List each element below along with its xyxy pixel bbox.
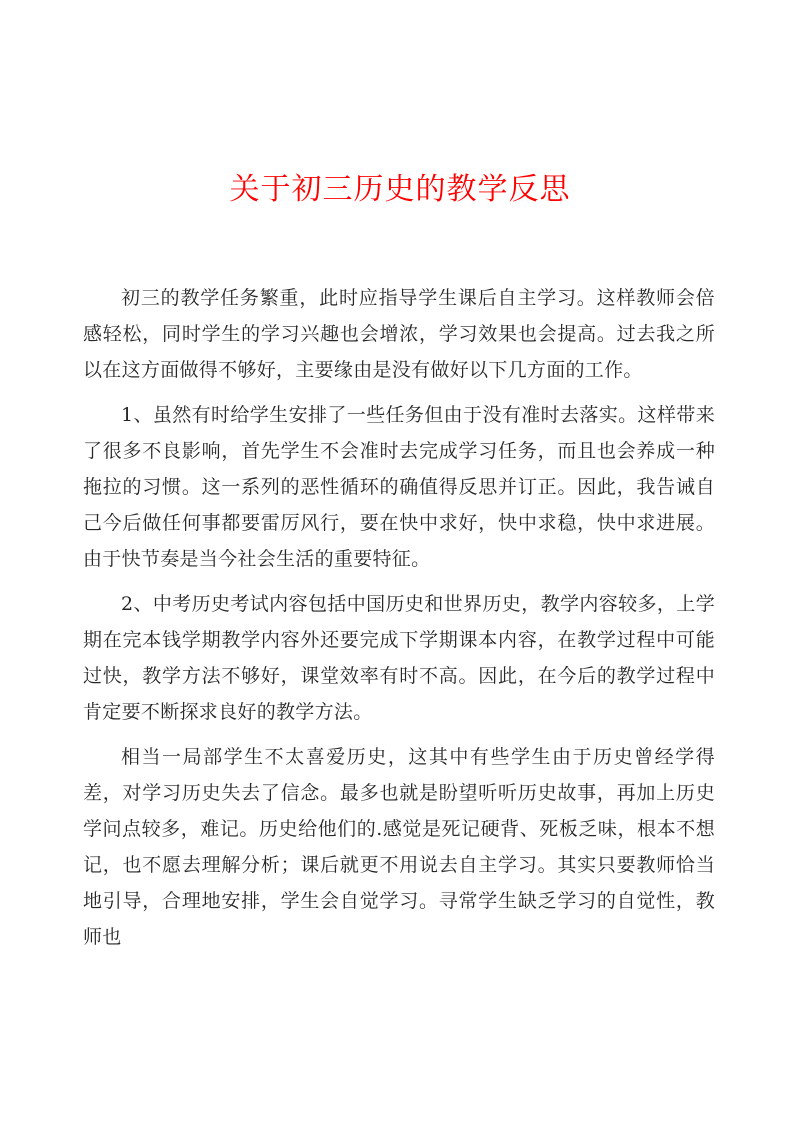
paragraph-students: 相当一局部学生不太喜爱历史，这其中有些学生由于历史曾经学得差，对学习历史失去了信念。最多也就是盼望听听历史故事，再加上历史学问点较多，难记。历史给他们的.感觉是死记硬背、死板乏味，根本不想记，也不愿去理解分析；课后就更不用说去自主学习。其实只要教师恰当地引导，合理地安排，学生会自觉学习。寻常学生缺乏学习的自觉性，教师也: [83, 746, 715, 948]
paragraph-point-2: 2、中考历史考试内容包括中国历史和世界历史，教学内容较多，上学期在完本钱学期教学内容外还要完成下学期课本内容，在教学过程中可能过快，教学方法不够好，课堂效率有时不高。因此，在今后的教学过程中肯定要不断探求良好的教学方法。: [83, 593, 715, 723]
document-title: 关于初三历史的教学反思: [229, 172, 571, 207]
paragraph-point-1: 1、虽然有时给学生安排了一些任务但由于没有准时去落实。这样带来了很多不良影响，首先学生不会准时去完成学习任务，而且也会养成一种拖拉的习惯。这一系列的恶性循环的确值得反思并订正。因此，我告诫自己今后做任何事都要雷厉风行，要在快中求好，快中求稳，快中求进展。由于快节奏是当今社会生活的重要特征。: [83, 404, 715, 570]
paragraph-intro: 初三的教学任务繁重，此时应指导学生课后自主学习。这样教师会倍感轻松，同时学生的学习兴趣也会增浓，学习效果也会提高。过去我之所以在这方面做得不够好，主要缘由是没有做好以下几方面的工作。: [83, 287, 715, 381]
document-body: [83, 280, 715, 964]
